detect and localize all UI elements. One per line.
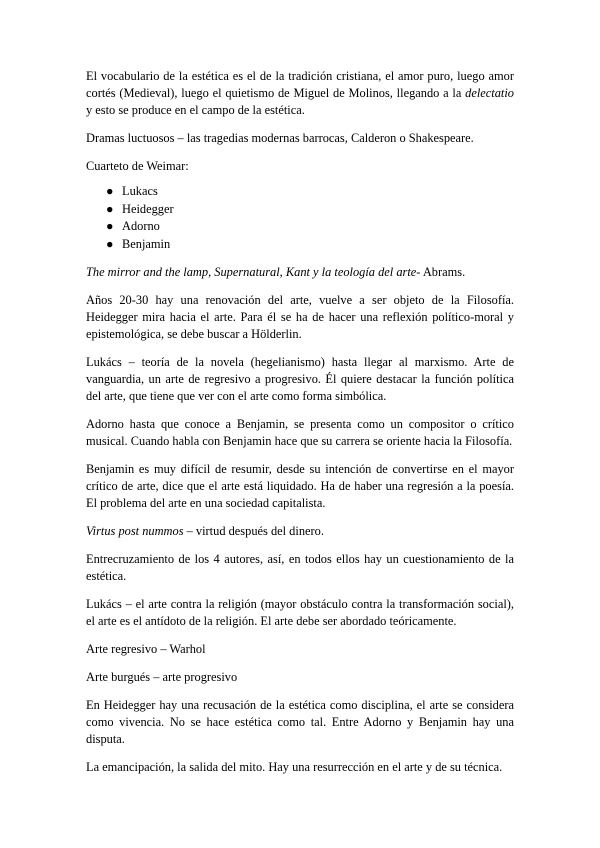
paragraph-arte-burgues: Arte burgués – arte progresivo	[86, 670, 238, 684]
p4-italic-titles: The mirror and the lamp, Supernatural, Kant y la teología del arte-	[86, 265, 421, 279]
p4-text-after: Abrams.	[420, 265, 466, 279]
list-item	[106, 201, 514, 219]
bullet-icon: ●	[106, 184, 114, 198]
paragraph-years-20-30: Años 20-30 hay una renovación del arte, vuelve a ser objeto de la Filosofía. Heidegger mira hacia el arte. Para él se ha de hacer una reflexión político-moral y epistemológica, se debe buscar a Hölderlin.	[86, 293, 514, 341]
list-item-label: Adorno	[122, 219, 160, 233]
paragraph-arte-regresivo: Arte regresivo – Warhol	[86, 642, 206, 656]
paragraph-lukacs-religion: Lukács – el arte contra la religión (mayor obstáculo contra la transformación social), el arte es el antídoto de la religión. El arte debe ser abordado teóricamente.	[86, 597, 514, 628]
list-item	[106, 183, 514, 201]
paragraph-aesthetics-vocabulary	[86, 68, 514, 119]
list-item-label: Heidegger	[122, 201, 174, 216]
p9-italic-latin: Virtus post nummos	[86, 524, 184, 538]
paragraph-cuarteto-heading: Cuarteto de Weimar:	[86, 159, 189, 173]
bullet-icon: ●	[106, 236, 114, 251]
p1-italic-term: delectatio	[465, 86, 514, 100]
p1-text-after: y esto se produce en el campo de la estética.	[86, 103, 305, 117]
list-item	[106, 236, 514, 254]
list-item	[106, 218, 514, 236]
paragraph-lukacs-novel: Lukács – teoría de la novela (hegelianismo) hasta llegar al marxismo. Arte de vanguardia, un arte de regresivo a progresivo. Él quiere destacar la función política del arte, que tiene que ver con el arte como forma simbólica.	[86, 355, 514, 403]
bullet-list-authors	[86, 183, 514, 253]
paragraph-entrecruzamiento: Entrecruzamiento de los 4 autores, así, en todos ellos hay un cuestionamiento de la estética.	[86, 552, 514, 583]
paragraph-benjamin: Benjamin es muy difícil de resumir, desde su intención de convertirse en el mayor crítico de arte, dice que el arte está liquidado. Ha de haber una regresión a la poesía. El problema del arte en una sociedad capitalista.	[86, 462, 514, 510]
p9-text-after: – virtud después del dinero.	[183, 524, 324, 538]
list-item-label: Benjamin	[122, 236, 171, 251]
paragraph-heidegger-recusacion: En Heidegger hay una recusación de la estética como disciplina, el arte se considera como vivencia. No se hace estética como tal. Entre Adorno y Benjamin hay una disputa.	[86, 698, 514, 746]
paragraph-emancipacion: La emancipación, la salida del mito. Hay una resurrección en el arte y de su técnica.	[86, 760, 503, 774]
paragraph-dramas-luctuosos: Dramas luctuosos – las tragedias modernas barrocas, Calderon o Shakespeare.	[86, 131, 474, 145]
paragraph-abrams-works	[86, 264, 514, 281]
bullet-icon: ●	[106, 219, 114, 233]
paragraph-adorno: Adorno hasta que conoce a Benjamin, se presenta como un compositor o crítico musical. Cuando habla con Benjamin hace que su carrera se oriente hacia la Filosofía.	[86, 417, 514, 448]
paragraph-virtus	[86, 523, 514, 540]
bullet-icon: ●	[106, 201, 114, 216]
list-item-label: Lukacs	[122, 184, 158, 198]
p1-text-before: El vocabulario de la estética es el de la tradición cristiana, el amor puro, luego amor cortés (Medieval), luego el quietismo de Miguel de Molinos, llegando a la	[86, 69, 514, 100]
